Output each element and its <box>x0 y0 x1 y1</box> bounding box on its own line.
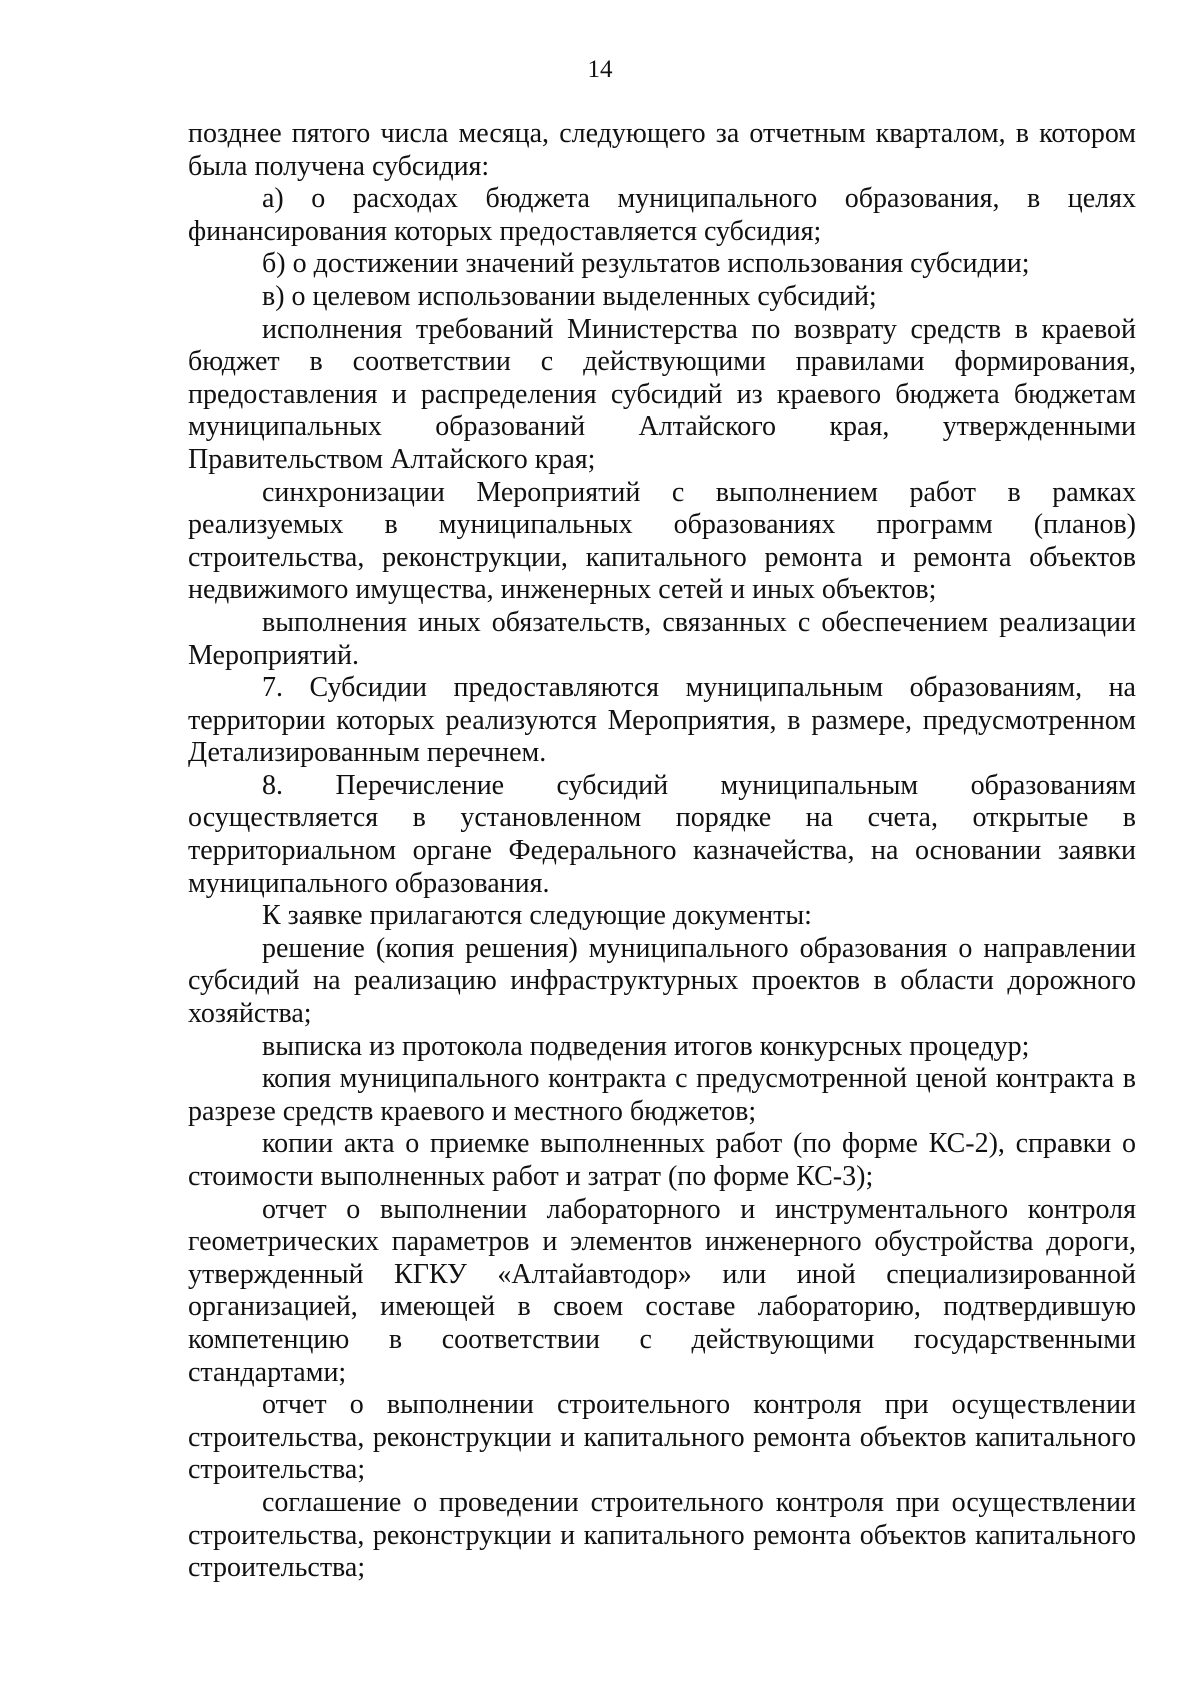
paragraph: отчет о выполнении строительного контроля при осуществлении строительства, реконструкции и капитального ремонта объектов капитального строительства; <box>188 1389 1136 1486</box>
paragraph: решение (копия решения) муниципального образования о направлении субсидий на реализацию инфраструктурных проектов в области дорожного хозяйства; <box>188 932 1136 1030</box>
page-number: 14 <box>587 56 613 83</box>
document-body <box>188 118 1136 1585</box>
paragraph: позднее пятого числа месяца, следующего за отчетным кварталом, в котором была получена субсидия: <box>188 118 1136 182</box>
paragraph: выписка из протокола подведения итогов конкурсных процедур; <box>262 1030 1030 1062</box>
paragraph: а) о расходах бюджета муниципального образования, в целях финансирования которых предоставляется субсидия; <box>188 183 1136 247</box>
paragraph: б) о достижении значений результатов использования субсидии; <box>262 248 1030 280</box>
paragraph: выполнения иных обязательств, связанных с обеспечением реализации Мероприятий. <box>188 606 1136 671</box>
paragraph: К заявке прилагаются следующие документы: <box>262 900 812 932</box>
paragraph: синхронизации Мероприятий с выполнением работ в рамках реализуемых в муниципальных образованиях программ (планов) строительства, реконструкции, капитального ремонта и ремонта объектов недвижимого имущества, инженерных сетей и иных объектов; <box>188 476 1136 606</box>
paragraph: соглашение о проведении строительного контроля при осуществлении строительства, реконструкции и капитального ремонта объектов капитального строительства; <box>188 1486 1136 1584</box>
paragraph: исполнения требований Министерства по возврату средств в краевой бюджет в соответствии с действующими правилами формирования, предоставления и распределения субсидий из краевого бюджета бюджетам муниципальных образований Алтайского края, утвержденными Правительством Алтайского края; <box>188 313 1136 475</box>
paragraph: копия муниципального контракта с предусмотренной ценой контракта в разрезе средств краевого и местного бюджетов; <box>188 1063 1136 1127</box>
paragraph: копии акта о приемке выполненных работ (по форме КС-2), справки о стоимости выполненных работ и затрат (по форме КС-3); <box>188 1128 1136 1192</box>
paragraph: 7. Субсидии предоставляются муниципальным образованиям, на территории которых реализуются Мероприятия, в размере, предусмотренном Детализированным перечнем. <box>188 672 1136 769</box>
paragraph: отчет о выполнении лабораторного и инструментального контроля геометрических параметров и элементов инженерного обустройства дороги, утвержденный КГКУ «Алтайавтодор» или иной специализированной организацией, имеющей в своем составе лабораторию, подтвердившую компетенцию в соответствии с действующими государственными стандартами; <box>188 1193 1136 1388</box>
paragraph: в) о целевом использовании выделенных субсидий; <box>262 280 877 312</box>
paragraph: 8. Перечисление субсидий муниципальным образованиям осуществляется в установленном порядке на счета, открытые в территориальном органе Федерального казначейства, на основании заявки муниципального образования. <box>188 769 1136 899</box>
